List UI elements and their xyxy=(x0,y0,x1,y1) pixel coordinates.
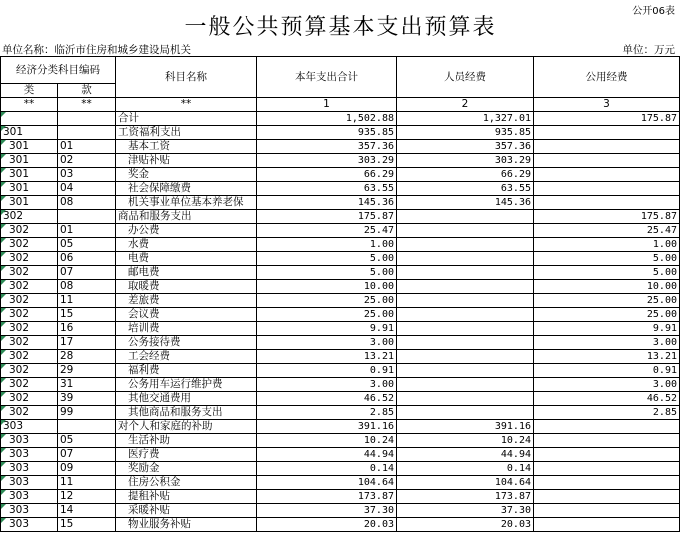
class-code-cell: 302 xyxy=(1,378,58,392)
table-row xyxy=(1,126,680,140)
class-code-cell: 303 xyxy=(1,434,58,448)
table-row xyxy=(1,336,680,350)
class-code-cell: 302 xyxy=(1,308,58,322)
public-cell xyxy=(534,434,680,448)
personnel-cell xyxy=(397,406,534,420)
class-code-cell: 301 xyxy=(1,196,58,210)
public-cell xyxy=(534,126,680,140)
personnel-cell: 935.85 xyxy=(397,126,534,140)
table-row xyxy=(1,490,680,504)
personnel-cell xyxy=(397,224,534,238)
class-code-cell: 303 xyxy=(1,448,58,462)
total-cell: 5.00 xyxy=(257,252,397,266)
header-personnel: 人员经费 xyxy=(397,57,534,98)
total-cell: 3.00 xyxy=(257,378,397,392)
public-cell: 3.00 xyxy=(534,336,680,350)
personnel-cell xyxy=(397,336,534,350)
class-code-cell: 302 xyxy=(1,238,58,252)
personnel-cell: 20.03 xyxy=(397,518,534,532)
subject-name-cell: 公务接待费 xyxy=(116,336,257,350)
subject-name-cell: 差旅费 xyxy=(116,294,257,308)
class-code-cell: 301 xyxy=(1,126,58,140)
item-code-cell: 15 xyxy=(58,518,116,532)
personnel-cell xyxy=(397,350,534,364)
index-cell: ** xyxy=(58,98,116,112)
personnel-cell: 10.24 xyxy=(397,434,534,448)
item-code-cell: 15 xyxy=(58,308,116,322)
item-code-cell: 17 xyxy=(58,336,116,350)
public-cell: 46.52 xyxy=(534,392,680,406)
total-cell: 5.00 xyxy=(257,266,397,280)
subject-name-cell: 其他商品和服务支出 xyxy=(116,406,257,420)
item-code-cell: 31 xyxy=(58,378,116,392)
personnel-cell xyxy=(397,392,534,406)
item-code-cell: 29 xyxy=(58,364,116,378)
public-cell: 10.00 xyxy=(534,280,680,294)
public-cell: 25.47 xyxy=(534,224,680,238)
item-code-cell: 08 xyxy=(58,280,116,294)
total-cell: 46.52 xyxy=(257,392,397,406)
table-row xyxy=(1,308,680,322)
total-cell: 303.29 xyxy=(257,154,397,168)
subject-name-cell: 物业服务补贴 xyxy=(116,518,257,532)
public-cell xyxy=(534,154,680,168)
personnel-cell: 145.36 xyxy=(397,196,534,210)
class-code-cell: 301 xyxy=(1,154,58,168)
subject-name-cell: 津贴补贴 xyxy=(116,154,257,168)
class-code-cell: 302 xyxy=(1,224,58,238)
class-code-cell: 303 xyxy=(1,476,58,490)
header-item: 款 xyxy=(58,84,116,98)
subject-name-cell: 邮电费 xyxy=(116,266,257,280)
subject-name-cell: 会议费 xyxy=(116,308,257,322)
personnel-cell: 303.29 xyxy=(397,154,534,168)
table-row xyxy=(1,322,680,336)
public-cell: 0.91 xyxy=(534,364,680,378)
subject-name-cell: 机关事业单位基本养老保 xyxy=(116,196,257,210)
item-code-cell xyxy=(58,126,116,140)
subject-name-cell: 医疗费 xyxy=(116,448,257,462)
item-code-cell: 14 xyxy=(58,504,116,518)
table-row xyxy=(1,448,680,462)
public-cell: 2.85 xyxy=(534,406,680,420)
table-row xyxy=(1,140,680,154)
table-row xyxy=(1,392,680,406)
personnel-cell: 37.30 xyxy=(397,504,534,518)
public-cell xyxy=(534,448,680,462)
item-code-cell: 11 xyxy=(58,476,116,490)
subject-name-cell: 提租补贴 xyxy=(116,490,257,504)
public-cell xyxy=(534,140,680,154)
header-total: 本年支出合计 xyxy=(257,57,397,98)
table-row xyxy=(1,420,680,434)
item-code-cell: 07 xyxy=(58,266,116,280)
subject-name-cell: 福利费 xyxy=(116,364,257,378)
personnel-cell xyxy=(397,308,534,322)
public-cell: 175.87 xyxy=(534,210,680,224)
class-code-cell: 302 xyxy=(1,252,58,266)
personnel-cell xyxy=(397,322,534,336)
class-code-cell: 302 xyxy=(1,336,58,350)
personnel-cell xyxy=(397,266,534,280)
subject-name-cell: 工资福利支出 xyxy=(116,126,257,140)
class-code-cell: 302 xyxy=(1,294,58,308)
index-cell: 2 xyxy=(397,98,534,112)
unit-label: 单位：万元 xyxy=(622,44,675,56)
personnel-cell xyxy=(397,378,534,392)
page-title: 一般公共预算基本支出预算表 xyxy=(184,15,497,40)
header-subject: 科目名称 xyxy=(116,57,257,98)
unit-line xyxy=(2,42,679,57)
item-code-cell xyxy=(58,210,116,224)
class-code-cell: 301 xyxy=(1,140,58,154)
personnel-cell xyxy=(397,280,534,294)
item-code-cell: 16 xyxy=(58,322,116,336)
class-code-cell: 303 xyxy=(1,420,58,434)
total-cell: 20.03 xyxy=(257,518,397,532)
personnel-cell: 44.94 xyxy=(397,448,534,462)
public-cell: 5.00 xyxy=(534,252,680,266)
header-public: 公用经费 xyxy=(534,57,680,98)
subject-name-cell: 社会保障缴费 xyxy=(116,182,257,196)
subject-name-cell: 对个人和家庭的补助 xyxy=(116,420,257,434)
total-cell: 1,502.88 xyxy=(257,112,397,126)
total-cell: 25.00 xyxy=(257,294,397,308)
item-code-cell: 01 xyxy=(58,224,116,238)
class-code-cell: 302 xyxy=(1,392,58,406)
subject-name-cell: 奖金 xyxy=(116,168,257,182)
table-row xyxy=(1,280,680,294)
table-row xyxy=(1,462,680,476)
class-code-cell: 301 xyxy=(1,168,58,182)
public-cell: 1.00 xyxy=(534,238,680,252)
public-cell: 9.91 xyxy=(534,322,680,336)
item-code-cell: 03 xyxy=(58,168,116,182)
personnel-cell xyxy=(397,238,534,252)
public-cell xyxy=(534,462,680,476)
public-cell: 13.21 xyxy=(534,350,680,364)
item-code-cell: 06 xyxy=(58,252,116,266)
item-code-cell: 09 xyxy=(58,462,116,476)
index-cell: 3 xyxy=(534,98,680,112)
item-code-cell: 28 xyxy=(58,350,116,364)
item-code-cell xyxy=(58,420,116,434)
unit-name: 单位名称：临沂市住房和城乡建设局机关 xyxy=(2,44,191,56)
table-row xyxy=(1,476,680,490)
index-cell: ** xyxy=(116,98,257,112)
table-row xyxy=(1,210,680,224)
subject-name-cell: 奖励金 xyxy=(116,462,257,476)
total-cell: 104.64 xyxy=(257,476,397,490)
item-code-cell: 08 xyxy=(58,196,116,210)
total-cell: 37.30 xyxy=(257,504,397,518)
class-code-cell: 302 xyxy=(1,280,58,294)
public-cell xyxy=(534,504,680,518)
index-cell: ** xyxy=(1,98,58,112)
total-cell: 391.16 xyxy=(257,420,397,434)
table-row xyxy=(1,406,680,420)
item-code-cell: 05 xyxy=(58,238,116,252)
subject-name-cell: 商品和服务支出 xyxy=(116,210,257,224)
total-cell: 2.85 xyxy=(257,406,397,420)
total-cell: 66.29 xyxy=(257,168,397,182)
public-cell: 25.00 xyxy=(534,294,680,308)
subject-name-cell: 采暖补贴 xyxy=(116,504,257,518)
total-cell: 10.00 xyxy=(257,280,397,294)
table-row xyxy=(1,252,680,266)
personnel-cell xyxy=(397,294,534,308)
table-row xyxy=(1,294,680,308)
subject-name-cell: 培训费 xyxy=(116,322,257,336)
total-cell: 3.00 xyxy=(257,336,397,350)
personnel-cell: 104.64 xyxy=(397,476,534,490)
total-cell: 0.14 xyxy=(257,462,397,476)
total-row xyxy=(1,112,680,126)
subject-name-cell: 住房公积金 xyxy=(116,476,257,490)
table-row xyxy=(1,196,680,210)
table-row xyxy=(1,518,680,532)
total-cell: 145.36 xyxy=(257,196,397,210)
personnel-cell: 391.16 xyxy=(397,420,534,434)
table-row xyxy=(1,434,680,448)
total-cell: 13.21 xyxy=(257,350,397,364)
subject-name-cell: 工会经费 xyxy=(116,350,257,364)
doc-code: 公开06表 xyxy=(632,6,675,17)
public-cell: 175.87 xyxy=(534,112,680,126)
total-cell: 44.94 xyxy=(257,448,397,462)
item-code-cell: 39 xyxy=(58,392,116,406)
class-code-cell: 303 xyxy=(1,490,58,504)
class-code-cell: 303 xyxy=(1,504,58,518)
index-cell: 1 xyxy=(257,98,397,112)
subject-name-cell: 取暖费 xyxy=(116,280,257,294)
header-class: 类 xyxy=(1,84,58,98)
personnel-cell: 0.14 xyxy=(397,462,534,476)
public-cell: 25.00 xyxy=(534,308,680,322)
public-cell xyxy=(534,420,680,434)
class-code-cell: 301 xyxy=(1,182,58,196)
table-row xyxy=(1,350,680,364)
item-code-cell xyxy=(58,112,116,126)
header-row-1 xyxy=(1,57,680,84)
table-row xyxy=(1,182,680,196)
subject-name-cell: 生活补助 xyxy=(116,434,257,448)
item-code-cell: 01 xyxy=(58,140,116,154)
class-code-cell: 303 xyxy=(1,462,58,476)
class-code-cell: 302 xyxy=(1,322,58,336)
table-row xyxy=(1,504,680,518)
index-row xyxy=(1,98,680,112)
total-cell: 25.00 xyxy=(257,308,397,322)
class-code-cell: 302 xyxy=(1,350,58,364)
table-row xyxy=(1,238,680,252)
subject-name-cell: 合计 xyxy=(116,112,257,126)
public-cell xyxy=(534,168,680,182)
personnel-cell: 63.55 xyxy=(397,182,534,196)
public-cell xyxy=(534,518,680,532)
public-cell xyxy=(534,490,680,504)
class-code-cell: 303 xyxy=(1,518,58,532)
total-cell: 63.55 xyxy=(257,182,397,196)
total-cell: 25.47 xyxy=(257,224,397,238)
class-code-cell: 302 xyxy=(1,406,58,420)
public-cell xyxy=(534,196,680,210)
table-row xyxy=(1,168,680,182)
total-cell: 935.85 xyxy=(257,126,397,140)
subject-name-cell: 其他交通费用 xyxy=(116,392,257,406)
subject-name-cell: 办公费 xyxy=(116,224,257,238)
class-code-cell: 302 xyxy=(1,266,58,280)
class-code-cell xyxy=(1,112,58,126)
subject-name-cell: 电费 xyxy=(116,252,257,266)
item-code-cell: 99 xyxy=(58,406,116,420)
public-cell: 3.00 xyxy=(534,378,680,392)
table-row xyxy=(1,378,680,392)
item-code-cell: 12 xyxy=(58,490,116,504)
personnel-cell: 1,327.01 xyxy=(397,112,534,126)
item-code-cell: 05 xyxy=(58,434,116,448)
table-row xyxy=(1,364,680,378)
item-code-cell: 11 xyxy=(58,294,116,308)
class-code-cell: 302 xyxy=(1,210,58,224)
subject-name-cell: 水费 xyxy=(116,238,257,252)
personnel-cell xyxy=(397,364,534,378)
class-code-cell: 302 xyxy=(1,364,58,378)
subject-name-cell: 公务用车运行维护费 xyxy=(116,378,257,392)
total-cell: 173.87 xyxy=(257,490,397,504)
public-cell xyxy=(534,182,680,196)
table-row xyxy=(1,266,680,280)
total-cell: 1.00 xyxy=(257,238,397,252)
budget-table xyxy=(0,56,680,532)
total-cell: 357.36 xyxy=(257,140,397,154)
personnel-cell: 173.87 xyxy=(397,490,534,504)
public-cell xyxy=(534,476,680,490)
item-code-cell: 02 xyxy=(58,154,116,168)
header-econ-code: 经济分类科目编码 xyxy=(1,57,116,84)
table-row xyxy=(1,154,680,168)
subject-name-cell: 基本工资 xyxy=(116,140,257,154)
personnel-cell xyxy=(397,252,534,266)
public-cell: 5.00 xyxy=(534,266,680,280)
personnel-cell: 66.29 xyxy=(397,168,534,182)
total-cell: 9.91 xyxy=(257,322,397,336)
personnel-cell: 357.36 xyxy=(397,140,534,154)
item-code-cell: 07 xyxy=(58,448,116,462)
personnel-cell xyxy=(397,210,534,224)
total-cell: 0.91 xyxy=(257,364,397,378)
total-cell: 175.87 xyxy=(257,210,397,224)
item-code-cell: 04 xyxy=(58,182,116,196)
total-cell: 10.24 xyxy=(257,434,397,448)
table-row xyxy=(1,224,680,238)
